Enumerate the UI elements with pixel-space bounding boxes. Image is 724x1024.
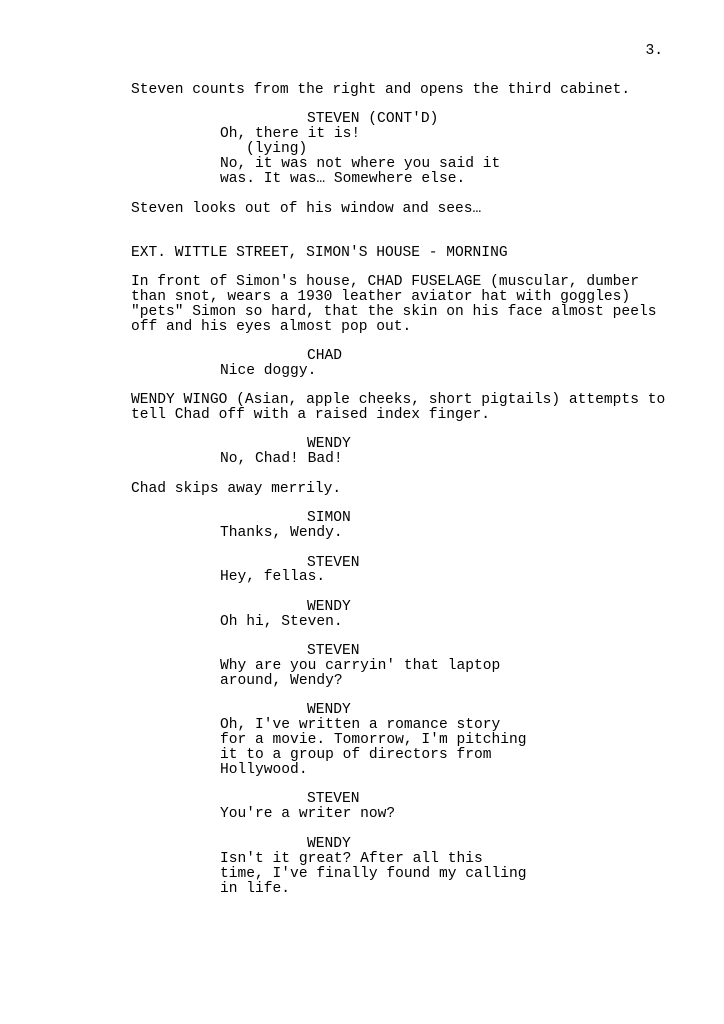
character-name: WENDY — [307, 836, 351, 852]
dialogue-line: was. It was… Somewhere else. — [220, 171, 466, 187]
dialogue-line: Why are you carryin' that laptop — [220, 658, 501, 674]
dialogue-line: You're a writer now? — [220, 806, 396, 822]
action-line: "pets" Simon so hard, that the skin on his face almost peels — [131, 304, 657, 320]
character-name: WENDY — [307, 702, 351, 718]
page-number: 3. — [645, 43, 663, 59]
action-line: WENDY WINGO (Asian, apple cheeks, short pigtails) attempts to — [131, 392, 666, 408]
dialogue-line: Isn't it great? After all this — [220, 851, 483, 867]
parenthetical: (lying) — [246, 141, 308, 157]
character-name: STEVEN — [307, 555, 360, 571]
character-name: WENDY — [307, 436, 351, 452]
dialogue-line: around, Wendy? — [220, 673, 343, 689]
action-line: Steven looks out of his window and sees… — [131, 201, 482, 217]
character-name: SIMON — [307, 510, 351, 526]
character-name: STEVEN — [307, 791, 360, 807]
character-name: STEVEN (CONT'D) — [307, 111, 439, 127]
dialogue-line: No, Chad! Bad! — [220, 451, 343, 467]
dialogue-line: Hey, fellas. — [220, 569, 326, 585]
action-line: In front of Simon's house, CHAD FUSELAGE (muscular, dumber — [131, 274, 639, 290]
action-line: tell Chad off with a raised index finger. — [131, 407, 491, 423]
dialogue-line: Nice doggy. — [220, 363, 317, 379]
dialogue-line: Oh, I've written a romance story — [220, 717, 501, 733]
scene-heading: EXT. WITTLE STREET, SIMON'S HOUSE - MORNING — [131, 245, 508, 261]
dialogue-line: Oh hi, Steven. — [220, 614, 343, 630]
action-line: off and his eyes almost pop out. — [131, 319, 412, 335]
action-line: than snot, wears a 1930 leather aviator hat with goggles) — [131, 289, 631, 305]
character-name: CHAD — [307, 348, 343, 364]
dialogue-line: for a movie. Tomorrow, I'm pitching — [220, 732, 527, 748]
dialogue-line: Thanks, Wendy. — [220, 525, 343, 541]
dialogue-line: in life. — [220, 881, 291, 897]
character-name: STEVEN — [307, 643, 360, 659]
dialogue-line: it to a group of directors from — [220, 747, 492, 763]
dialogue-line: Hollywood. — [220, 762, 308, 778]
dialogue-line: time, I've finally found my calling — [220, 866, 527, 882]
action-line: Steven counts from the right and opens the third cabinet. — [131, 82, 631, 98]
dialogue-line: Oh, there it is! — [220, 126, 361, 142]
dialogue-line: No, it was not where you said it — [220, 156, 501, 172]
action-line: Chad skips away merrily. — [131, 481, 342, 497]
character-name: WENDY — [307, 599, 351, 615]
